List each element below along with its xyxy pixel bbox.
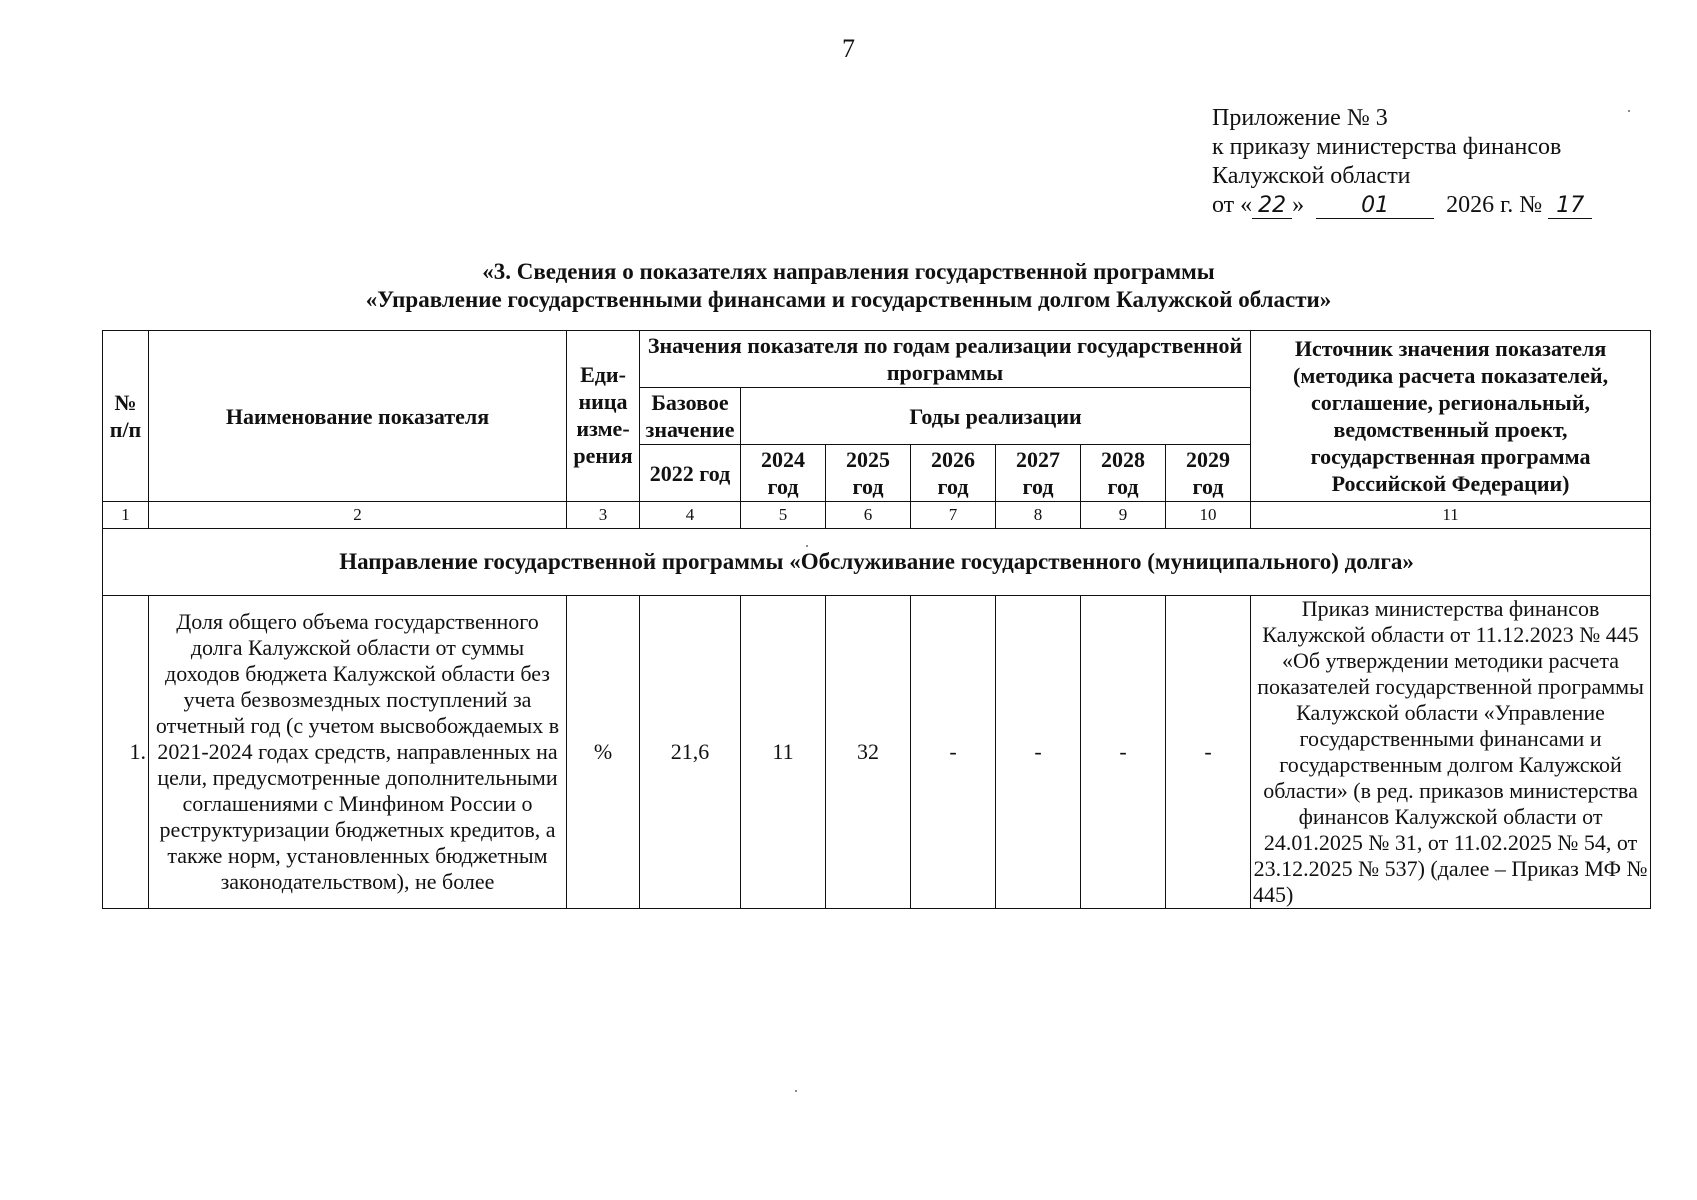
column-number: 3	[567, 502, 640, 529]
header-year-2025: 2025 год	[826, 445, 911, 502]
column-number: 10	[1166, 502, 1251, 529]
appendix-date-line	[1212, 191, 1592, 220]
date-year: 2026 г. №	[1446, 192, 1543, 218]
date-day: 22	[1252, 194, 1292, 219]
column-number: 1	[103, 502, 149, 529]
column-number: 6	[826, 502, 911, 529]
page-number: 7	[842, 34, 855, 63]
table-row	[103, 596, 1651, 909]
header-values-group: Значения показателя по годам реализации государственной программы	[640, 331, 1251, 388]
header-year-2026: 2026 год	[911, 445, 996, 502]
value-2027: -	[996, 596, 1081, 909]
scan-speck	[795, 1090, 797, 1092]
scan-speck	[1628, 110, 1630, 112]
indicator-name: Доля общего объема государственного долга Калужской области от суммы доходов бюджета Калужской области без учета безвозмездных поступлений за отчетный год (с учетом высвобождаемых в 2021-2024 годах средств, направленных на цели, предусмотренные дополнительными соглашениями с Минфином России о реструктуризации бюджетных кредитов, а также норм, установленных бюджетным законодательством), не более	[149, 596, 567, 909]
column-number: 9	[1081, 502, 1166, 529]
header-name: Наименование показателя	[149, 331, 567, 502]
section-title: Направление государственной программы «Обслуживание государственного (муниципального) долга»	[103, 529, 1651, 596]
value-2028: -	[1081, 596, 1166, 909]
row-number: 1.	[103, 596, 149, 909]
column-number: 5	[741, 502, 826, 529]
header-base: Базовое значение	[640, 388, 741, 445]
column-number: 4	[640, 502, 741, 529]
column-number: 11	[1251, 502, 1651, 529]
date-prefix: от «	[1212, 192, 1253, 218]
appendix-line-2: к приказу министерства финансов	[1212, 134, 1562, 160]
scan-speck	[806, 545, 808, 547]
header-year-2029: 2029 год	[1166, 445, 1251, 502]
appendix-line-3: Калужской области	[1212, 163, 1411, 189]
indicator-source: Приказ министерства финансов Калужской области от 11.12.2023 № 445 «Об утверждении методики расчета показателей государственной программы Калужской области «Управление государственными финансами и государственным долгом Калужской области» (в ред. приказов министерства финансов Калужской области от 24.01.2025 № 31, от 11.02.2025 № 54, от 23.12.2025 № 537) (далее – Приказ МФ № 445)	[1251, 596, 1651, 909]
appendix-line-1: Приложение № 3	[1212, 105, 1388, 131]
header-unit: Еди- ница изме- рения	[567, 331, 640, 502]
column-number: 2	[149, 502, 567, 529]
value-2026: -	[911, 596, 996, 909]
header-year-2028: 2028 год	[1081, 445, 1166, 502]
title-line-1: «3. Сведения о показателях направления государственной программы	[482, 259, 1215, 284]
header-source: Источник значения показателя (методика расчета показателей, соглашение, региональный, ведомственный проект, государственная программа Российской Федерации)	[1251, 331, 1651, 502]
date-mid: »	[1292, 192, 1305, 218]
value-2025: 32	[826, 596, 911, 909]
base-value: 21,6	[640, 596, 741, 909]
header-year-2027: 2027 год	[996, 445, 1081, 502]
appendix-block	[1212, 104, 1592, 220]
value-2024: 11	[741, 596, 826, 909]
column-number: 8	[996, 502, 1081, 529]
header-years-group: Годы реализации	[741, 388, 1251, 445]
header-base-year: 2022 год	[640, 445, 741, 502]
header-year-2024: 2024 год	[741, 445, 826, 502]
indicators-table	[102, 330, 1651, 909]
value-2029: -	[1166, 596, 1251, 909]
document-title	[0, 258, 1697, 314]
header-num: № п/п	[103, 331, 149, 502]
date-month: 01	[1316, 194, 1434, 219]
column-number: 7	[911, 502, 996, 529]
indicator-unit: %	[567, 596, 640, 909]
order-number: 17	[1548, 194, 1592, 219]
title-line-2: «Управление государственными финансами и государственным долгом Калужской области»	[365, 287, 1332, 312]
